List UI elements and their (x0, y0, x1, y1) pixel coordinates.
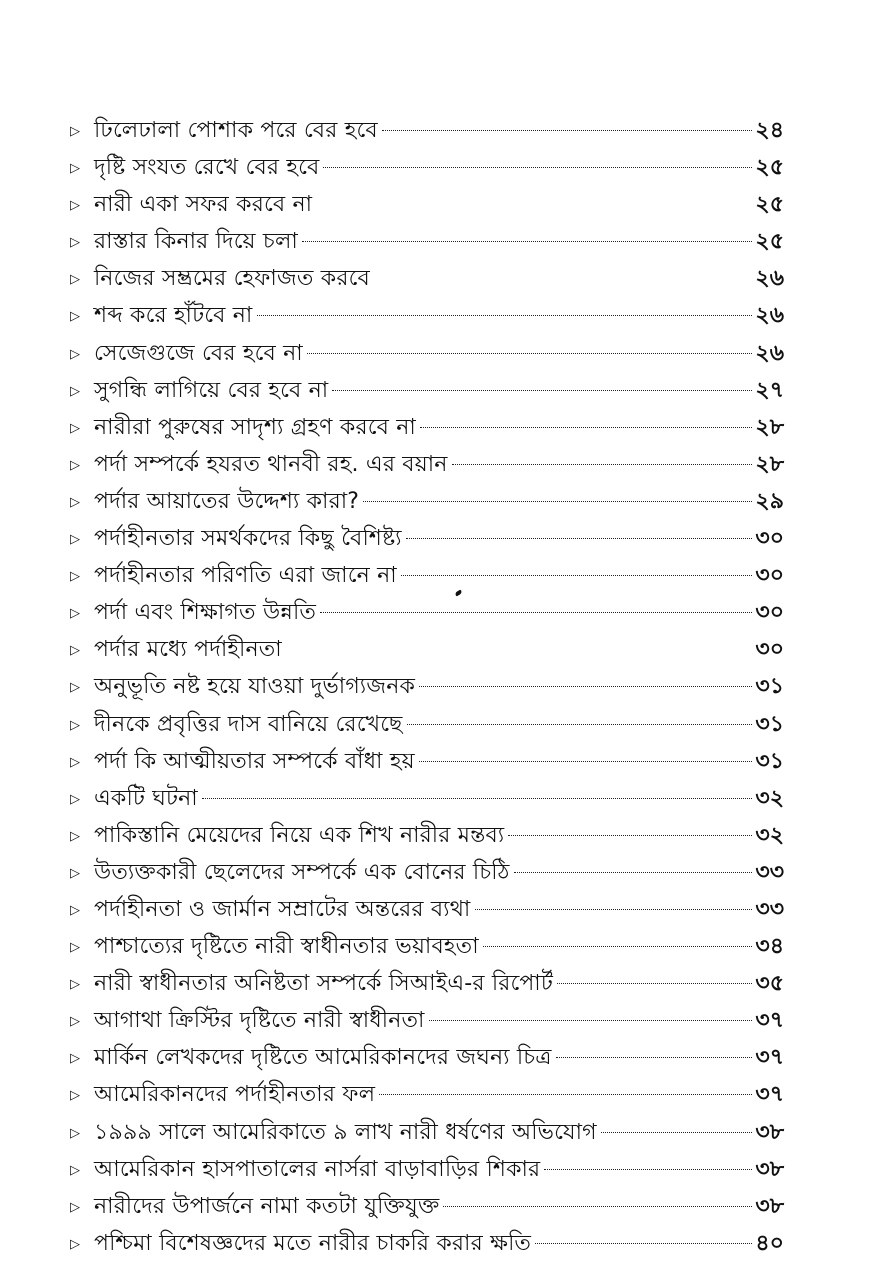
bullet-triangle-icon: ▷ (70, 383, 80, 399)
toc-entry[interactable] (70, 260, 784, 297)
dot-leader (363, 501, 752, 502)
toc-entry[interactable] (70, 965, 784, 1002)
toc-entry-page-number: ২৬ (755, 340, 784, 366)
bullet-triangle-icon: ▷ (70, 680, 80, 696)
toc-entry-page-number: ৪০ (755, 1230, 784, 1256)
bullet-triangle-icon: ▷ (70, 346, 80, 362)
toc-entry[interactable] (70, 594, 784, 631)
bullet-triangle-icon: ▷ (70, 754, 80, 770)
dot-leader (514, 872, 752, 873)
dot-leader (202, 798, 752, 799)
toc-entry[interactable] (70, 557, 784, 594)
toc-entry-page-number: ৩২ (755, 822, 784, 848)
toc-entry-title: পশ্চিমা বিশেষজ্ঞদের মতে নারীর চাকরি করার ক্ষতি (94, 1230, 532, 1256)
dot-leader (419, 761, 752, 762)
toc-entry[interactable] (70, 186, 784, 223)
toc-entry[interactable] (70, 297, 784, 334)
toc-entry[interactable] (70, 446, 784, 483)
bullet-triangle-icon: ▷ (70, 1088, 80, 1104)
bullet-triangle-icon: ▷ (70, 272, 80, 288)
toc-entry-title: শব্দ করে হাঁটবে না (94, 303, 253, 329)
toc-entry-page-number: ৩০ (755, 637, 784, 663)
toc-entry-page-number: ৩০ (755, 526, 784, 552)
toc-entry-page-number: ৩০ (755, 563, 784, 589)
dot-leader (257, 315, 753, 316)
bullet-triangle-icon: ▷ (70, 1162, 80, 1178)
toc-entry-page-number: ৩১ (755, 711, 784, 737)
bullet-triangle-icon: ▷ (70, 865, 80, 881)
toc-entry-page-number: ৩৩ (755, 896, 784, 922)
dot-leader (544, 1169, 752, 1170)
toc-entry[interactable] (70, 780, 784, 817)
toc-entry-title: আগাথা ক্রিস্টির দৃষ্টিতে নারী স্বাধীনতা (94, 1008, 425, 1034)
toc-entry[interactable] (70, 743, 784, 780)
toc-entry-page-number: ৩১ (755, 674, 784, 700)
bullet-triangle-icon: ▷ (70, 494, 80, 510)
toc-entry-title: সুগন্ধি লাগিয়ে বের হবে না (94, 377, 329, 403)
toc-entry-title: নারীরা পুরুষের সাদৃশ্য গ্রহণ করবে না (94, 414, 416, 440)
toc-entry-title: উত্যক্তকারী ছেলেদের সম্পর্কে এক বোনের চিঠি (94, 859, 510, 885)
toc-entry-page-number: ২৮ (755, 451, 784, 477)
toc-entry[interactable] (70, 1188, 784, 1225)
toc-entry-page-number: ২৫ (755, 155, 784, 181)
bullet-triangle-icon: ▷ (70, 198, 80, 214)
toc-entry[interactable] (70, 112, 784, 149)
dot-leader (407, 724, 752, 725)
toc-entry-title: পর্দার মধ্যে পর্দাহীনতা (94, 637, 282, 663)
dot-leader (302, 241, 752, 242)
bullet-triangle-icon: ▷ (70, 643, 80, 659)
toc-entry-page-number: ৩৪ (755, 934, 784, 960)
bullet-triangle-icon: ▷ (70, 717, 80, 733)
bullet-triangle-icon: ▷ (70, 606, 80, 622)
toc-entry-title: পর্দাহীনতার পরিণতি এরা জানে না (94, 563, 397, 589)
toc-entry-title: পর্দার আয়াতের উদ্দেশ্য কারা? (94, 488, 360, 514)
toc-entry-title: নারী স্বাধীনতার অনিষ্টতা সম্পর্কে সিআইএ-র রিপোর্ট (94, 971, 554, 997)
bullet-triangle-icon: ▷ (70, 1236, 80, 1252)
toc-entry[interactable] (70, 520, 784, 557)
toc-entry-page-number: ৩৮ (755, 1156, 784, 1182)
toc-entry-page-number: ৩০ (755, 600, 784, 626)
toc-entry[interactable] (70, 1225, 784, 1262)
toc-entry-page-number: ২৫ (755, 192, 784, 218)
dot-leader (406, 538, 752, 539)
toc-entry-page-number: ৩৫ (755, 971, 784, 997)
toc-entry[interactable] (70, 372, 784, 409)
toc-entry[interactable] (70, 706, 784, 743)
bullet-triangle-icon: ▷ (70, 940, 80, 956)
dot-leader (382, 130, 752, 131)
toc-entry-title: সেজেগুজে বের হবে না (94, 340, 303, 366)
dot-leader (535, 1243, 752, 1244)
bullet-triangle-icon: ▷ (70, 161, 80, 177)
toc-entry-title: মার্কিন লেখকদের দৃষ্টিতে আমেরিকানদের জঘন্য চিত্র (94, 1045, 552, 1071)
toc-entry-title: আমেরিকান হাসপাতালের নার্সরা বাড়াবাড়ির শিকার (94, 1156, 541, 1182)
toc-entry-page-number: ২৮ (755, 414, 784, 440)
toc-entry[interactable] (70, 668, 784, 705)
dot-leader (419, 686, 752, 687)
dot-leader (374, 278, 752, 279)
toc-entry-title: নিজের সম্ভ্রমের হেফাজত করবে (94, 266, 370, 292)
dot-leader (429, 1020, 752, 1021)
toc-entry-title: আমেরিকানদের পর্দাহীনতার ফল (94, 1082, 376, 1108)
toc-entry-page-number: ২৭ (755, 377, 784, 403)
dot-leader (452, 464, 752, 465)
bullet-triangle-icon: ▷ (70, 309, 80, 325)
toc-entry[interactable] (70, 631, 784, 668)
bullet-triangle-icon: ▷ (70, 791, 80, 807)
dot-leader (475, 909, 752, 910)
toc-entry[interactable] (70, 817, 784, 854)
toc-entry[interactable] (70, 891, 784, 928)
toc-entry-title: রাস্তার কিনার দিয়ে চলা (94, 229, 298, 255)
toc-entry[interactable] (70, 854, 784, 891)
toc-entry-page-number: ২৪ (755, 118, 784, 143)
bullet-triangle-icon: ▷ (70, 977, 80, 993)
dot-leader (323, 167, 752, 168)
toc-entry[interactable] (70, 149, 784, 186)
dot-leader (307, 353, 752, 354)
toc-entry-page-number: ৩৭ (755, 1008, 784, 1034)
bullet-triangle-icon: ▷ (70, 1051, 80, 1067)
toc-entry-page-number: ৩৭ (755, 1082, 784, 1108)
table-of-contents (70, 112, 784, 1262)
toc-entry-page-number: ৩৮ (755, 1119, 784, 1145)
toc-entry[interactable] (70, 1076, 784, 1113)
toc-entry-title: পাশ্চাত্যের দৃষ্টিতে নারী স্বাধীনতার ভয়াবহতা (94, 934, 479, 960)
bullet-triangle-icon: ▷ (70, 457, 80, 473)
toc-entry-page-number: ৩৩ (755, 859, 784, 885)
dot-leader (420, 427, 752, 428)
bullet-triangle-icon: ▷ (70, 1125, 80, 1141)
toc-entry-title: ঢিলেঢালা পোশাক পরে বের হবে (94, 118, 378, 143)
toc-entry[interactable] (70, 409, 784, 446)
toc-entry-page-number: ২৬ (755, 266, 784, 292)
toc-entry[interactable] (70, 1039, 784, 1076)
toc-entry-title: পর্দাহীনতার সমর্থকদের কিছু বৈশিষ্ট্য (94, 526, 402, 552)
toc-entry[interactable] (70, 1151, 784, 1188)
bullet-triangle-icon: ▷ (70, 902, 80, 918)
toc-entry[interactable] (70, 483, 784, 520)
toc-entry-title: পাকিস্তানি মেয়েদের নিয়ে এক শিখ নারীর মন্তব্য (94, 822, 505, 848)
toc-entry-title: ১৯৯৯ সালে আমেরিকাতে ৯ লাখ নারী ধর্ষণের অভিযোগ (94, 1119, 597, 1145)
toc-entry[interactable] (70, 1114, 784, 1151)
bullet-triangle-icon: ▷ (70, 124, 80, 139)
dot-leader (401, 575, 752, 576)
dot-leader (320, 612, 752, 613)
toc-entry-title: পর্দা কি আত্মীয়তার সম্পর্কে বাঁধা হয় (94, 748, 415, 774)
toc-entry-title: দীনকে প্রবৃত্তির দাস বানিয়ে রেখেছে (94, 711, 403, 737)
bullet-triangle-icon: ▷ (70, 1199, 80, 1215)
toc-entry[interactable] (70, 223, 784, 260)
toc-entry-title: দৃষ্টি সংযত রেখে বের হবে (94, 155, 320, 181)
toc-entry-page-number: ৩৭ (755, 1045, 784, 1071)
dot-leader (443, 1206, 752, 1207)
toc-entry-page-number: ৩৮ (755, 1193, 784, 1219)
toc-entry-page-number: ২৬ (755, 303, 784, 329)
bullet-triangle-icon: ▷ (70, 235, 80, 251)
dot-leader (601, 1132, 752, 1133)
dot-leader (316, 204, 752, 205)
dot-leader (379, 1094, 752, 1095)
toc-entry-page-number: ৩২ (755, 785, 784, 811)
toc-entry-title: নারী একা সফর করবে না (94, 192, 313, 218)
bullet-triangle-icon: ▷ (70, 420, 80, 436)
toc-entry-title: পর্দা এবং শিক্ষাগত উন্নতি (94, 600, 317, 626)
toc-entry[interactable] (70, 1002, 784, 1039)
toc-entry-title: একটি ঘটনা (94, 785, 198, 811)
toc-entry-page-number: ২৯ (755, 488, 784, 514)
bullet-triangle-icon: ▷ (70, 532, 80, 548)
toc-entry[interactable] (70, 335, 784, 372)
bullet-triangle-icon: ▷ (70, 569, 80, 585)
toc-entry-title: পর্দা সম্পর্কে হযরত থানবী রহ. এর বয়ান (94, 451, 448, 477)
bullet-triangle-icon: ▷ (70, 1014, 80, 1030)
dot-leader (556, 1057, 752, 1058)
toc-entry-title: নারীদের উপার্জনে নামা কতটা যুক্তিযুক্ত (94, 1193, 440, 1219)
bullet-triangle-icon: ▷ (70, 828, 80, 844)
dot-leader (286, 649, 752, 650)
dot-leader (332, 390, 752, 391)
toc-entry-title: অনুভূতি নষ্ট হয়ে যাওয়া দুর্ভাগ্যজনক (94, 674, 416, 700)
toc-entry-page-number: ২৫ (755, 229, 784, 255)
dot-leader (483, 946, 752, 947)
dot-leader (557, 983, 752, 984)
toc-entry-page-number: ৩১ (755, 748, 784, 774)
toc-entry-title: পর্দাহীনতা ও জার্মান সম্রাটের অন্তরের ব্যথা (94, 896, 471, 922)
dot-leader (508, 835, 752, 836)
toc-entry[interactable] (70, 928, 784, 965)
